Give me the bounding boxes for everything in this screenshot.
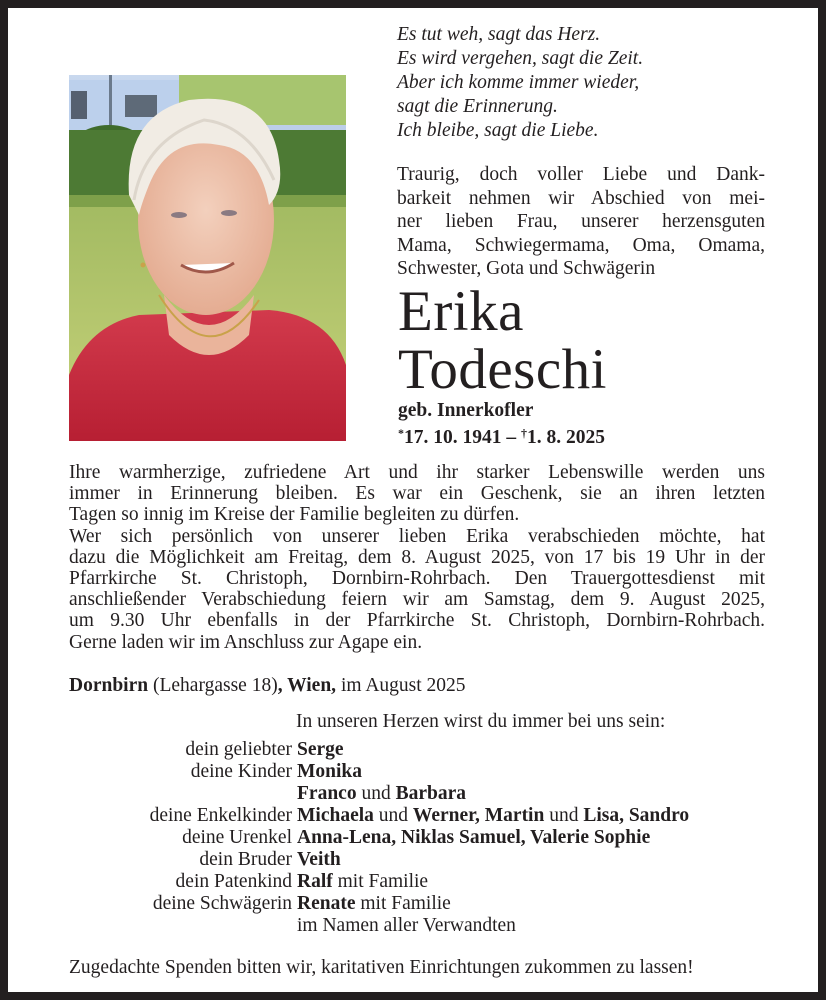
relation-label: deine Schwägerin (152, 893, 292, 914)
donation-note: Zugedachte Spenden bitten wir, karitativen Einrichtungen zukommen zu lassen! (69, 957, 694, 978)
relative-names (297, 761, 362, 783)
date-separator: – (501, 427, 521, 448)
address: (Lehargasse 18) (148, 675, 278, 696)
body-line: Tagen so innig im Kreise der Familie begleiten zu dürfen. (69, 504, 520, 526)
poem-line: Aber ich komme immer wieder, (397, 72, 640, 93)
body-paragraph (69, 462, 765, 653)
family-heading: In unseren Herzen wirst du immer bei uns sein: (296, 711, 666, 732)
place-and-date (69, 675, 466, 697)
city-wien: Wien, (287, 675, 337, 696)
relative-name: Lisa, Sandro (583, 805, 690, 826)
family-row (8, 871, 818, 893)
birth-star-icon: * (398, 426, 404, 440)
connector-text: und (544, 805, 584, 826)
relative-name: Anna-Lena, Niklas Samuel, Valerie Sophie (297, 827, 651, 848)
comma: , (277, 675, 288, 696)
relative-names (297, 827, 650, 849)
relative-name: Veith (297, 849, 341, 870)
connector-text: und (356, 783, 396, 804)
death-date: 1. 8. 2025 (527, 427, 605, 448)
body-line: Gerne laden wir im Anschluss zur Agape ein. (69, 631, 423, 653)
family-row (8, 761, 818, 783)
deceased-name (398, 280, 607, 401)
death-cross-icon: † (521, 426, 527, 440)
maiden-name: geb. Innerkofler (398, 400, 534, 421)
family-row (8, 849, 818, 871)
relation-label: deine Urenkel (182, 827, 292, 848)
relative-name: Michaela (297, 805, 374, 826)
connector-text: mit Familie (332, 871, 429, 892)
relation-label: deine Kinder (190, 761, 292, 782)
body-line: dazu die Möglichkeit am Freitag, dem 8. August 2025, von 17 bis 19 Uhr in der (69, 546, 765, 568)
life-dates (398, 422, 605, 449)
city-dornbirn: Dornbirn (69, 675, 149, 696)
relative-names (297, 893, 451, 915)
birth-date: 17. 10. 1941 (404, 427, 502, 448)
intro-line: Mama, Schwiegermama, Oma, Omama, (397, 234, 765, 256)
relative-name: Serge (297, 739, 344, 760)
connector-text: mit Familie (355, 893, 451, 914)
portrait-image-icon (69, 75, 346, 441)
family-row (8, 893, 818, 915)
relative-names (297, 783, 466, 805)
body-line: um 9.30 Uhr ebenfalls in der Pfarrkirche St. Christoph, Dornbirn-Rohrbach. (69, 610, 765, 632)
relative-names (297, 849, 341, 871)
relative-names (297, 915, 516, 937)
body-line: immer in Erinnerung bleiben. Es war ein Geschenk, sie an ihren letzten (69, 483, 765, 505)
relation-label: dein Patenkind (175, 871, 292, 892)
body-line: Ihre warmherzige, zufriedene Art und ihr starker Lebenswille werden uns (69, 462, 765, 483)
relative-names (297, 805, 689, 827)
last-name: Todeschi (398, 338, 607, 401)
poem-line: sagt die Erinnerung. (397, 96, 558, 117)
poem-line: Es tut weh, sagt das Herz. (397, 24, 601, 45)
relative-names (297, 739, 344, 761)
relative-name: Ralf (297, 871, 333, 892)
family-row (8, 739, 818, 761)
body-line: Wer sich persönlich von unserer lieben Erika verabschieden möchte, hat (69, 525, 765, 547)
intro-line: ner lieben Frau, unserer herzensguten (397, 211, 765, 232)
family-row (8, 805, 818, 827)
relative-name: Renate (297, 893, 356, 914)
family-row (8, 915, 818, 937)
month-year: im August 2025 (336, 675, 466, 696)
relation-label: dein Bruder (199, 849, 292, 870)
body-line: anschließender Verabschiedung feiern wir am Samstag, dem 9. August 2025, (69, 589, 765, 611)
connector-text: und (373, 805, 413, 826)
relative-name: Franco (297, 783, 357, 804)
intro-line: Schwester, Gota und Schwägerin (397, 258, 656, 279)
obituary-page (8, 8, 818, 992)
poem-line: Es wird vergehen, sagt die Zeit. (397, 48, 644, 69)
poem-line: Ich bleibe, sagt die Liebe. (397, 120, 599, 141)
intro-line: Traurig, doch voller Liebe und Dank- (397, 164, 765, 185)
relation-label (8, 915, 297, 937)
portrait-photo (69, 75, 346, 441)
relation-label: dein geliebter (185, 739, 292, 760)
intro-line: barkeit nehmen wir Abschied von mei- (397, 187, 765, 209)
relative-name: Monika (297, 761, 363, 782)
relative-name: Werner, Martin (412, 805, 545, 826)
connector-text: im Namen aller Verwandten (297, 915, 516, 936)
family-row (8, 783, 818, 805)
relative-name: Barbara (395, 783, 466, 804)
first-name: Erika (398, 280, 524, 343)
relative-names (297, 871, 428, 893)
intro-paragraph (397, 163, 765, 281)
family-list (8, 739, 818, 937)
relation-label (8, 783, 297, 805)
relation-label: deine Enkelkinder (149, 805, 292, 826)
poem (397, 23, 643, 143)
body-line: Pfarrkirche St. Christoph, Dornbirn-Rohrbach. Den Trauergottesdienst mit (69, 568, 765, 590)
family-row (8, 827, 818, 849)
